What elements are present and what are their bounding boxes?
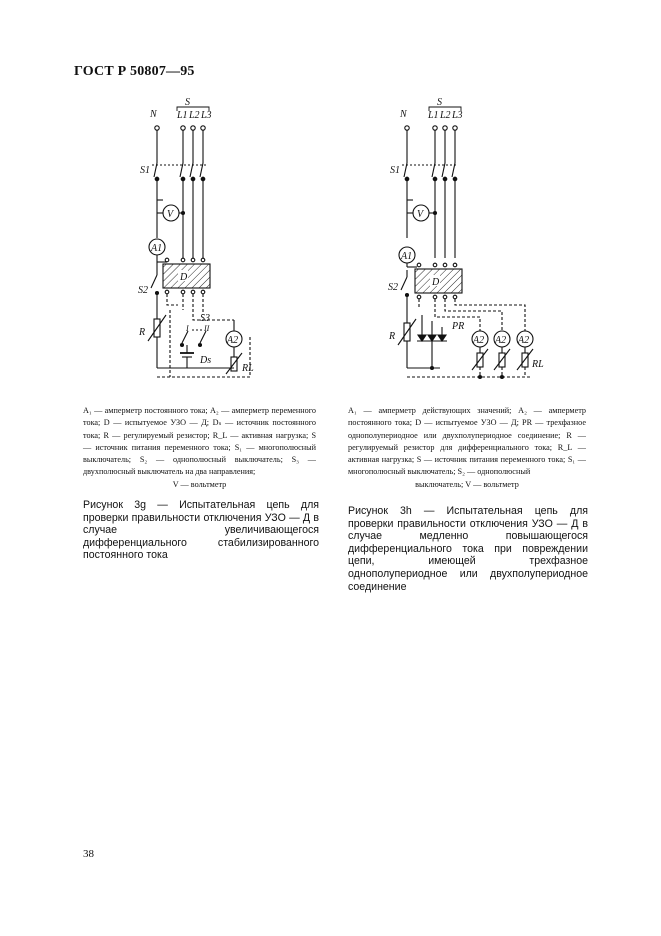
ammeter-a2-label: A2 — [473, 335, 485, 346]
terminal-n-label: N — [400, 109, 407, 120]
supply-label: S — [437, 97, 442, 108]
s3-position-i-label: I — [186, 324, 189, 333]
legend-3g-text-last: V — вольтметр — [172, 479, 227, 489]
terminal-n-label: N — [150, 109, 157, 120]
terminal-l3-label: L3 — [201, 110, 212, 121]
device-d-label: D — [180, 272, 188, 283]
terminal-l1-label: L1 — [428, 110, 439, 121]
resistor-r-label: R — [389, 331, 396, 342]
resistor-r-label: R — [139, 327, 146, 338]
switch-s3-label: S3 — [200, 313, 210, 324]
dc-source-label: Ds — [200, 355, 212, 366]
page-number: 38 — [83, 848, 94, 860]
switch-s2-label: S2 — [388, 282, 398, 293]
ammeter-a2-label: A2 — [495, 335, 507, 346]
ammeter-a1-label: A1 — [401, 251, 413, 262]
ammeter-a1-label: A1 — [151, 243, 163, 254]
ammeter-a2-label: A2 — [518, 335, 530, 346]
terminal-l1-label: L1 — [177, 110, 188, 121]
legend-3h — [348, 405, 586, 491]
ammeter-a2-label: A2 — [227, 335, 239, 346]
voltmeter-label: V — [167, 209, 174, 220]
legend-3h-text-last: выключатель; V — вольтметр — [415, 479, 519, 489]
load-rl-label: RL — [532, 359, 544, 370]
terminal-l2-label: L2 — [440, 110, 451, 121]
switch-s1-label: S1 — [390, 165, 400, 176]
caption-3g: Рисунок 3g — Испытательная цепь для проверки правильности отключения УЗО — Д в случае увеличивающегося дифференциального стабилизированного постоянного тока — [83, 499, 319, 562]
load-rl-label: RL — [242, 363, 254, 374]
voltmeter-label: V — [417, 209, 424, 220]
standard-header: ГОСТ Р 50807—95 — [74, 64, 195, 79]
rectifier-pr-label: PR — [452, 321, 465, 332]
s3-position-ii-label: II — [204, 324, 210, 333]
device-d-label: D — [432, 277, 440, 288]
legend-3g-text: A₁ — амперметр постоянного тока; A₂ — амперметр переменного тока; D — испытуемое УЗО — Д; Dₛ — источник постоянного тока; R — регулируемый резистор; R_L — активная нагрузка; S — источник питания переменного тока; S₁ — многополюсный выключатель; S₂ — однополюсный выключатель; S₃ — двухполюсный выключатель на два направления; — [83, 406, 316, 477]
legend-3g — [83, 405, 316, 491]
terminal-l2-label: L2 — [189, 110, 200, 121]
circuit-diagram-3h — [380, 95, 555, 395]
circuit-diagram-3g — [130, 95, 270, 385]
switch-s2-label: S2 — [138, 285, 148, 296]
caption-3h: Рисунок 3h — Испытательная цепь для проверки правильности отключения УЗО — Д в случае медленно повышающегося дифференциального тока при повреждении цепи, имеющей трехфазное однополупериодное или двухполупериодное соединение — [348, 505, 588, 593]
supply-label: S — [185, 97, 190, 108]
legend-3h-text: A₁ — амперметр действующих значений; A₂ — амперметр постоянного тока; D — испытуемое УЗО — Д; PR — трехфазное однополупериодное или двухполупериодное соединение; R — регулируемый резистор для дифференциального тока; R_L — активная нагрузка; S — источник питания переменного тока; S₁ — многополюсный выключатель; S₂ — однополюсный — [348, 406, 586, 477]
switch-s1-label: S1 — [140, 165, 150, 176]
terminal-l3-label: L3 — [452, 110, 463, 121]
